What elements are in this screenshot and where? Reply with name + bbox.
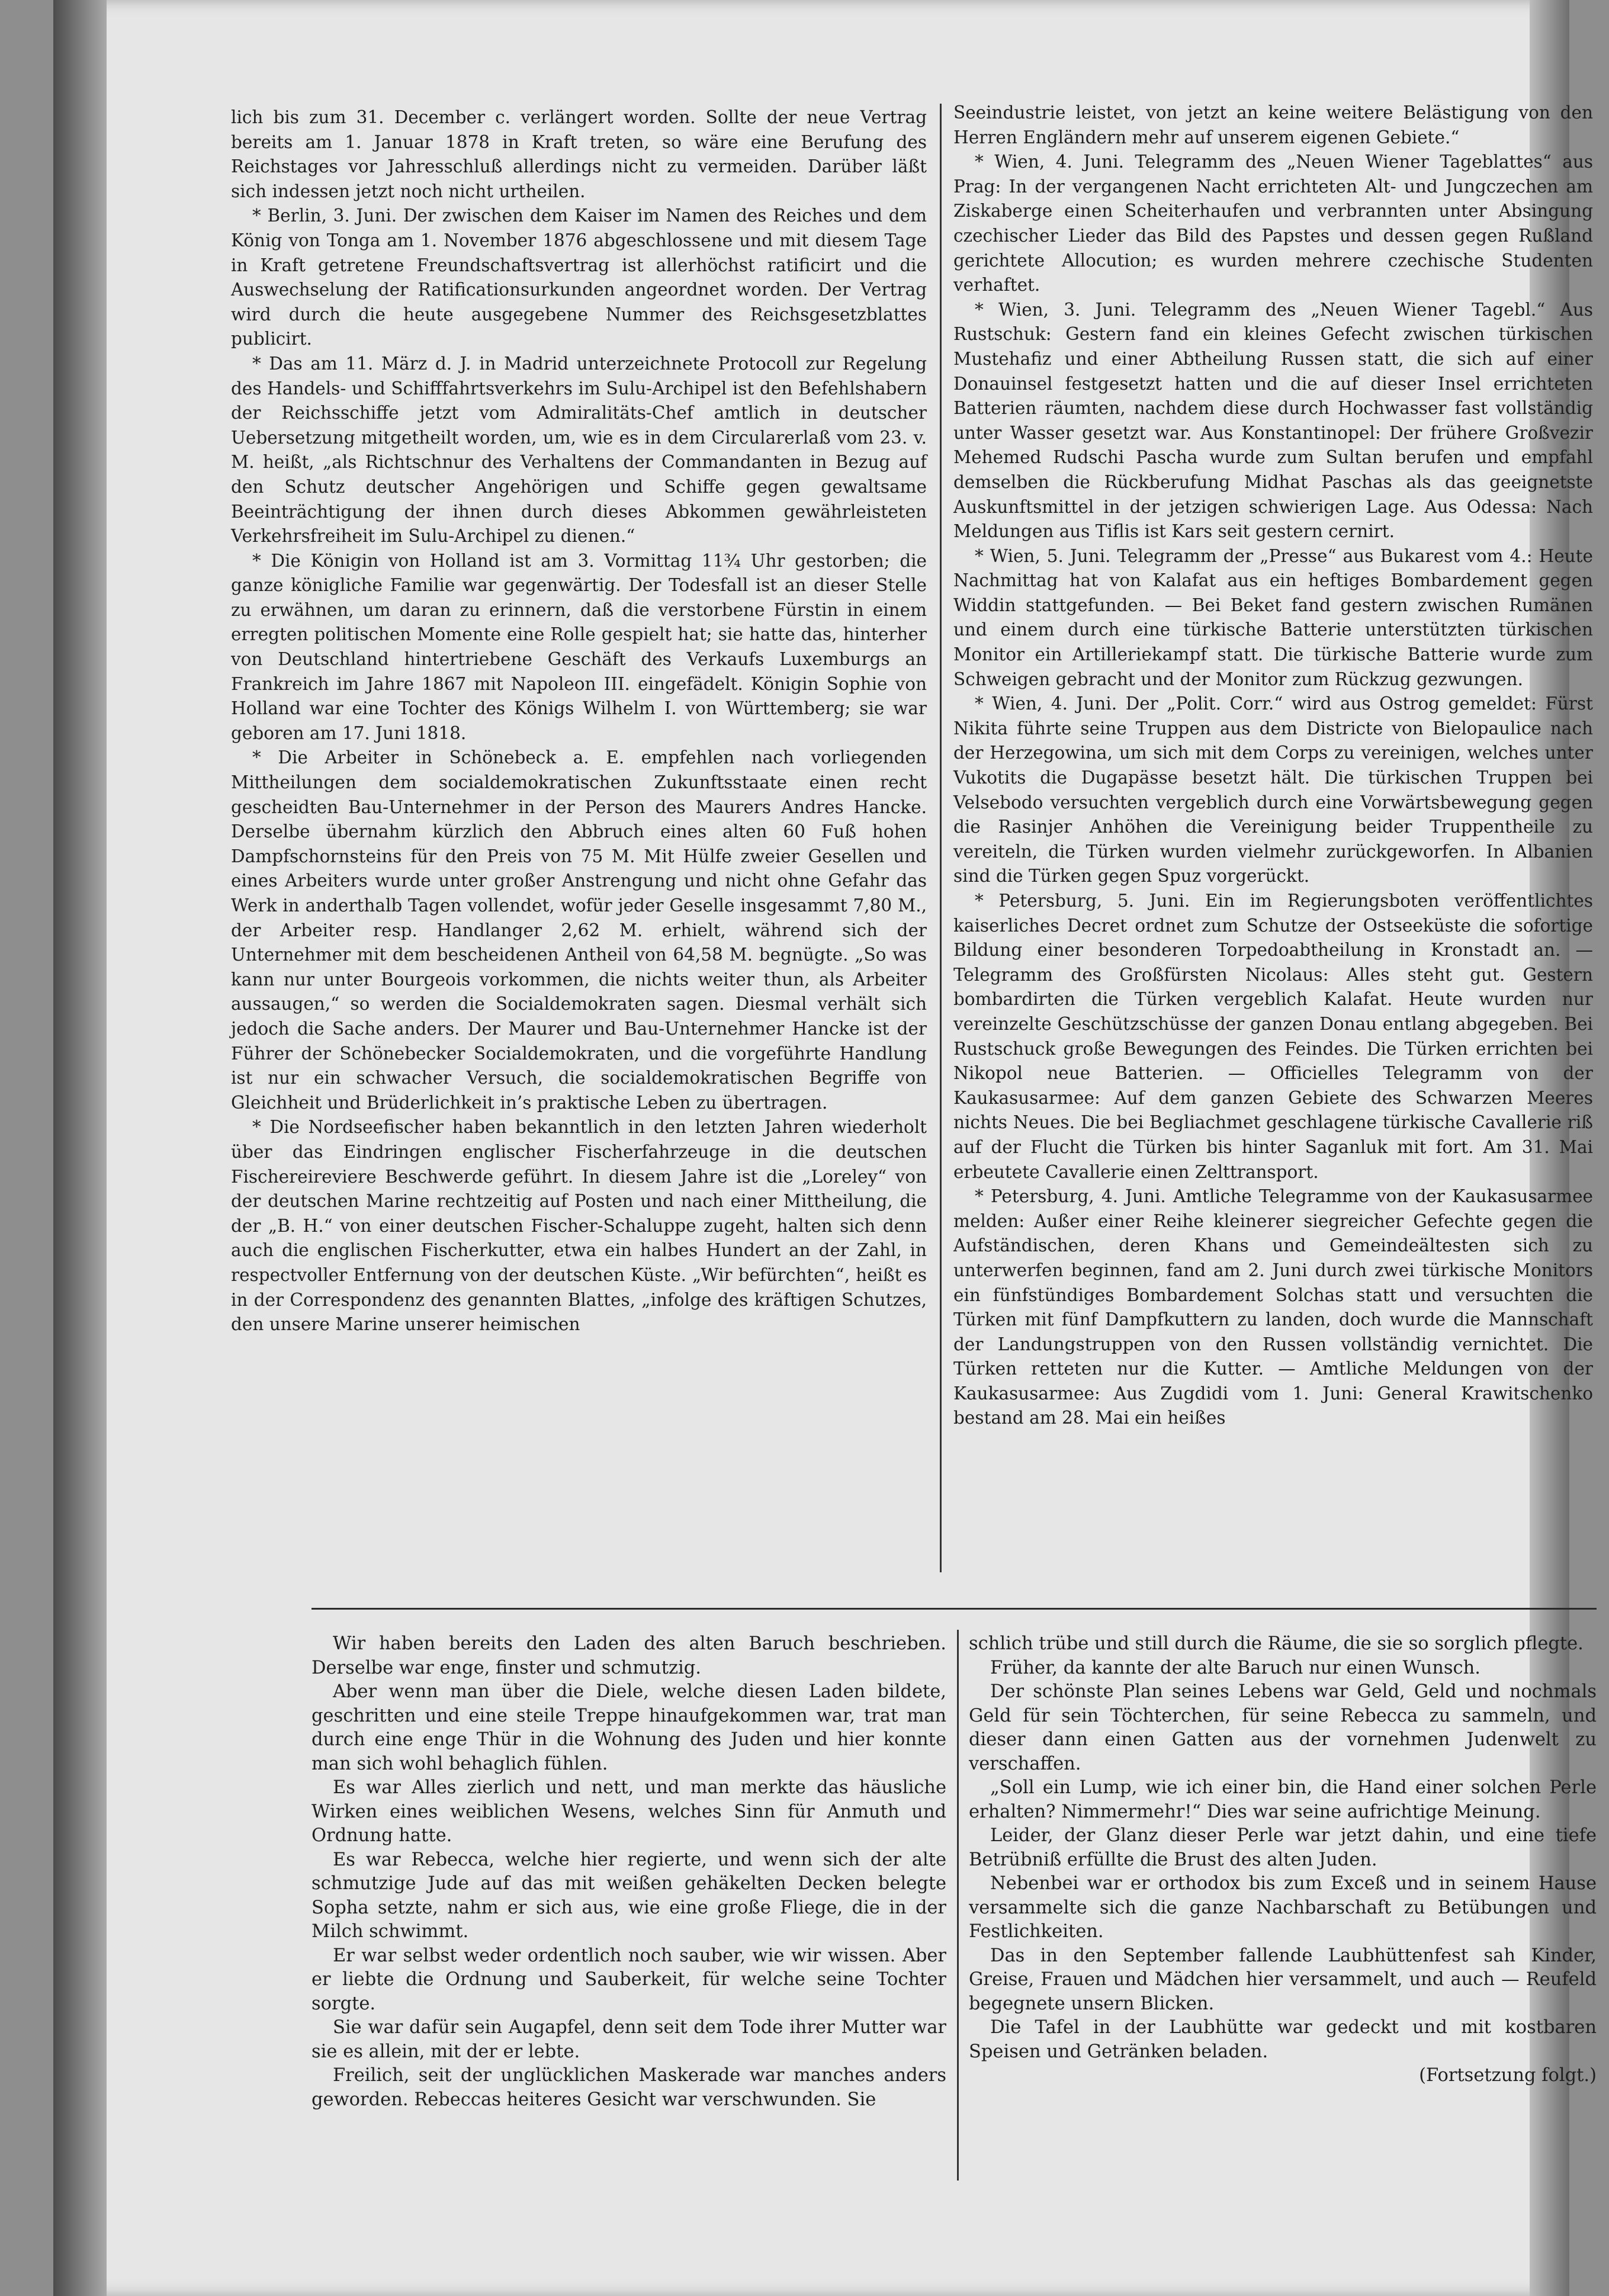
news-item-petersburg-4: * Petersburg, 4. Juni. Amtliche Telegramme von der Kaukasusarmee melden: Außer einer Reihe kleinerer siegreicher Gefechte gegen die Aufständischen, deren Khans und Gemeindeältesten sich zu unterwerfen beginnen, fand am 2. Juni durch zwei türkische Monitors ein fünfstündiges Bombardement Solchas statt und versuchten die Türken mit fünf Dampfkuttern zu landen, doch wurde die Mannschaft der Landungstruppen von den Russen vollständig vernichtet. Die Türken retteten nur die Kutter. — Amtliche Meldungen von der Kaukasusarmee: Aus Zugdidi vom 1. Juni: General Krawitschenko bestand am 28. Mai ein heißes (953, 1186, 1593, 1428)
story-paragraph: Sie war dafür sein Augapfel, denn seit dem Tode ihrer Mutter war sie es allein, mit der er lebte. (311, 2017, 946, 2062)
story-paragraph: Das in den September fallende Laubhüttenfest sah Kinder, Greise, Frauen und Mädchen hier versammelt, und auch — Reufeld begegnete unsern Blicken. (969, 1945, 1597, 2014)
feuilleton-column-right (969, 1632, 1597, 2088)
story-paragraph: Die Tafel in der Laubhütte war gedeckt und mit kostbaren Speisen und Getränken beladen. (969, 2017, 1597, 2062)
story-paragraph: schlich trübe und still durch die Räume, die sie so sorglich pflegte. (969, 1633, 1584, 1654)
story-paragraph: Aber wenn man über die Diele, welche diesen Laden bildete, geschritten und eine steile Treppe hinaufgekommen war, trat man durch eine enge Thür in die Wohnung des Juden und hier konnte man sich wohl behaglich fühlen. (311, 1681, 946, 1774)
news-item-sulu-protocol: * Das am 11. März d. J. in Madrid unterzeichnete Protocoll zur Regelung des Handels- und Schifffahrtsverkehrs im Sulu-Archipel ist den Befehlshabern der Reichsschiffe jetzt vom Admiralitäts-Chef amtlich in deutscher Uebersetzung mitgetheilt worden, um, wie es in dem Circularerlaß vom 23. v. M. heißt, „als Richtschnur des Verhaltens der Commandanten in Bezug auf den Schutz deutscher Angehörigen und Schiffe gegen gewaltsame Beeinträchtigung der ihnen durch dieses Abkommen gewährleisteten Verkehrsfreiheit im Sulu-Archipel zu dienen.“ (231, 353, 927, 547)
news-item-schoenebeck: * Die Arbeiter in Schönebeck a. E. empfehlen nach vorliegenden Mittheilungen dem socialdemokratischen Zukunftsstaate einen recht gescheidten Bau-Unternehmer in der Person des Maurers Andres Hancke. Derselbe übernahm kürzlich den Abbruch eines alten 60 Fuß hohen Dampfschornsteins für den Preis von 75 M. Mit Hülfe zweier Gesellen und eines Arbeiters wurde unter großer Anstrengung und nicht ohne Gefahr das Werk in anderthalb Tagen vollendet, wofür jeder Geselle insgesammt 7,80 M., der Arbeiter resp. Handlanger 2,62 M. erhielt, während sich der Unternehmer mit dem bescheidenen Antheil von 64,58 M. begnügte. „So was kann nur unter Bourgeois vorkommen, die nichts weiter thun, als Arbeiter aussaugen,“ so werden die Socialdemokraten sagen. Diesmal verhält sich jedoch die Sache anders. Der Maurer und Bau-Unternehmer Hancke ist der Führer der Schönebecker Socialdemokraten, und die vorgeführte Handlung ist nur ein schwacher Versuch, die socialdemokratischen Begriffe von Gleichheit und Brüderlichkeit in’s praktische Leben zu übertragen. (231, 747, 927, 1113)
binding-shadow (53, 0, 107, 2296)
news-item-queen-holland: * Die Königin von Holland ist am 3. Vormittag 11¾ Uhr gestorben; die ganze königliche Familie war gegenwärtig. Der Todesfall ist an dieser Stelle zu erwähnen, um daran zu erinnern, daß die verstorbene Fürstin in einem erregten politischen Momente eine Rolle gespielt hat; sie hatte das, hinterher von Deutschland hintertriebene Geschäft des Verkaufs Luxemburgs an Frankreich im Jahre 1867 mit Napoleon III. eingefädelt. Königin Sophie von Holland war eine Tochter des Königs Wilhelm I. von Württemberg; sie war geboren am 17. Juni 1818. (231, 550, 927, 743)
news-item-wien-bukarest: * Wien, 5. Juni. Telegramm der „Presse“ aus Bukarest vom 4.: Heute Nachmittag hat von Kalafat aus ein heftiges Bombardement gegen Widdin stattgefunden. — Bei Beket fand gestern zwischen Rumänen und einem durch eine türkische Batterie unterstützten türkischen Monitor ein Artilleriekampf statt. Die türkische Batterie wurde zum Schweigen gebracht und der Monitor zum Rückzug gezwungen. (953, 545, 1593, 689)
news-column-right (953, 101, 1593, 1431)
story-paragraph: Nebenbei war er orthodox bis zum Exceß und in seinem Hause versammelte sich die ganze Nachbarschaft zu Betübungen und Festlichkeiten. (969, 1873, 1597, 1942)
news-item-petersburg-5: * Petersburg, 5. Juni. Ein im Regierungsboten veröffentlichtes kaiserliches Decret ordnet zum Schutze der Ostseeküste die sofortige Bildung einer besonderen Torpedoabtheilung in Kronstadt an. — Telegramm des Großfürsten Nicolaus: Alles steht gut. Gestern bombardirten die Türken vergeblich Kalafat. Heute wurden nur vereinzelte Geschützschüsse der ganzen Donau entlang abgegeben. Bei Rustschuck große Bewegungen des Feindes. Die Türken errichten bei Nikopol neue Batterien. — Officielles Telegramm von der Kaukasusarmee: Auf dem ganzen Gebiete des Schwarzen Meeres nichts Neues. Die bei Begliachmet geschlagene türkische Cavallerie riß auf der Flucht die Türken bis hinter Saganluk mit fort. Am 31. Mai erbeutete Cavallerie einen Zelttransport. (953, 891, 1593, 1182)
continuation-note: (Fortsetzung folgt.) (1419, 2065, 1597, 2086)
story-paragraph: Es war Alles zierlich und nett, und man merkte das häusliche Wirken eines weiblichen Wesens, welches Sinn für Anmuth und Ordnung hatte. (311, 1777, 946, 1846)
news-item-nordsee: * Die Nordseefischer haben bekanntlich in den letzten Jahren wiederholt über das Eindringen englischer Fischerfahrzeuge in die deutschen Fischereireviere Beschwerde geführt. In diesem Jahre ist die „Loreley“ von der deutschen Marine rechtzeitig auf Posten und nach einer Mittheilung, die der „B. H.“ von einer deutschen Fischer-Schaluppe zugeht, halten sich denn auch die englischen Fischerkutter, etwa ein halbes Hundert an der Zahl, in respectvoller Entfernung von der deutschen Küste. „Wir befürchten“, heißt es in der Correspondenz des genannten Blattes, „infolge des kräftigen Schutzes, den unsere Marine unserer heimischen (231, 1117, 927, 1335)
feuilleton-column-left (311, 1632, 946, 2112)
story-paragraph: Leider, der Glanz dieser Perle war jetzt dahin, und eine tiefe Betrübniß erfüllte die Brust des alten Juden. (969, 1825, 1597, 1870)
newspaper-page (53, 0, 1597, 2296)
news-paragraph: Seeindustrie leistet, von jetzt an keine weitere Belästigung von den Herren Engländern mehr auf unserem eigenen Gebiete.“ (953, 102, 1593, 147)
story-paragraph: Der schönste Plan seines Lebens war Geld, Geld und nochmals Geld für sein Töchterchen, für seine Rebecca zu sammeln, und dieser dann einen Gatten aus der vornehmen Judenwelt zu verschaffen. (969, 1681, 1597, 1774)
news-column-left (231, 105, 927, 1337)
feuilleton-divider (311, 1608, 1597, 1610)
news-item-wien-ostrog: * Wien, 4. Juni. Der „Polit. Corr.“ wird aus Ostrog gemeldet: Fürst Nikita führte seine Truppen aus dem Districte von Bielopaulice nach der Herzegowina, um sich mit dem Corps zu vereinigen, welches unter Vukotits die Dugapässe besetzt hält. Die türkischen Truppen bei Velsebodo versuchten vergeblich durch eine Vorwärtsbewegung gegen die Rasinjer Anhöhen die Vereinigung beider Truppentheile zu vereiteln, die Türken wurden vielmehr zurückgeworfen. In Albanien sind die Türken gegen Spuz vorgerückt. (953, 693, 1593, 887)
news-item-berlin: * Berlin, 3. Juni. Der zwischen dem Kaiser im Namen des Reiches und dem König von Tonga am 1. November 1876 abgeschlossene und mit diesem Tage in Kraft getretene Freundschaftsvertrag ist allerhöchst ratificirt und die Auswechselung der Ratificationsurkunden angeordnet worden. Der Vertrag wird durch die heute ausgegebene Nummer des Reichsgesetzblattes publicirt. (231, 205, 927, 349)
news-item-wien-rustschuk: * Wien, 3. Juni. Telegramm des „Neuen Wiener Tagebl.“ Aus Rustschuk: Gestern fand ein kleines Gefecht zwischen türkischen Mustehafiz und einer Abtheilung Russen statt, die sich auf einer Donauinsel festgesetzt hatten und die auf dieser Insel errichteten Batterien räumten, nachdem diese durch Hochwasser fast vollständig unter Wasser gesetzt war. Aus Konstantinopel: Der frühere Großvezir Mehemed Rudschi Pascha wurde zum Sultan berufen und empfahl demselben die Rückberufung Midhat Paschas als das geeignetste Auskunftsmittel in der jetzigen schwierigen Lage. Aus Odessa: Nach Meldungen aus Tiflis ist Kars seit gestern cernirt. (953, 299, 1593, 542)
story-paragraph: Er war selbst weder ordentlich noch sauber, wie wir wissen. Aber er liebte die Ordnung und Sauberkeit, für welche seine Tochter sorgte. (311, 1945, 946, 2014)
column-rule (940, 104, 942, 1572)
story-paragraph: Es war Rebecca, welche hier regierte, und wenn sich der alte schmutzige Jude auf das mit weißen gehäkelten Decken belegte Sopha setzte, nahm er sich aus, wie eine große Fliege, die in der Milch schwimmt. (311, 1849, 946, 1942)
story-paragraph: Früher, da kannte der alte Baruch nur einen Wunsch. (990, 1657, 1480, 1678)
column-rule (957, 1630, 959, 2181)
news-item-wien-prag: * Wien, 4. Juni. Telegramm des „Neuen Wiener Tageblattes“ aus Prag: In der vergangenen Nacht errichteten Alt- und Jungczechen am Ziskaberge einen Scheiterhaufen und verbrannten unter Absingung czechischer Lieder das Bild des Papstes und dessen gegen Rußland gerichtete Allocution; es wurden mehrere czechische Studenten verhaftet. (953, 152, 1593, 296)
story-paragraph: Wir haben bereits den Laden des alten Baruch beschrieben. Derselbe war enge, finster und schmutzig. (311, 1633, 946, 1678)
story-paragraph: „Soll ein Lump, wie ich einer bin, die Hand einer solchen Perle erhalten? Nimmermehr!“ Dies war seine aufrichtige Meinung. (969, 1777, 1597, 1822)
news-paragraph: lich bis zum 31. December c. verlängert worden. Sollte der neue Vertrag bereits am 1. Januar 1878 in Kraft treten, so wäre eine Berufung des Reichstages vor Jahresschluß allerdings nicht zu vermeiden. Darüber läßt sich indessen jetzt noch nicht urtheilen. (231, 107, 927, 201)
story-paragraph: Freilich, seit der unglücklichen Maskerade war manches anders geworden. Rebeccas heiteres Gesicht war verschwunden. Sie (311, 2065, 946, 2110)
